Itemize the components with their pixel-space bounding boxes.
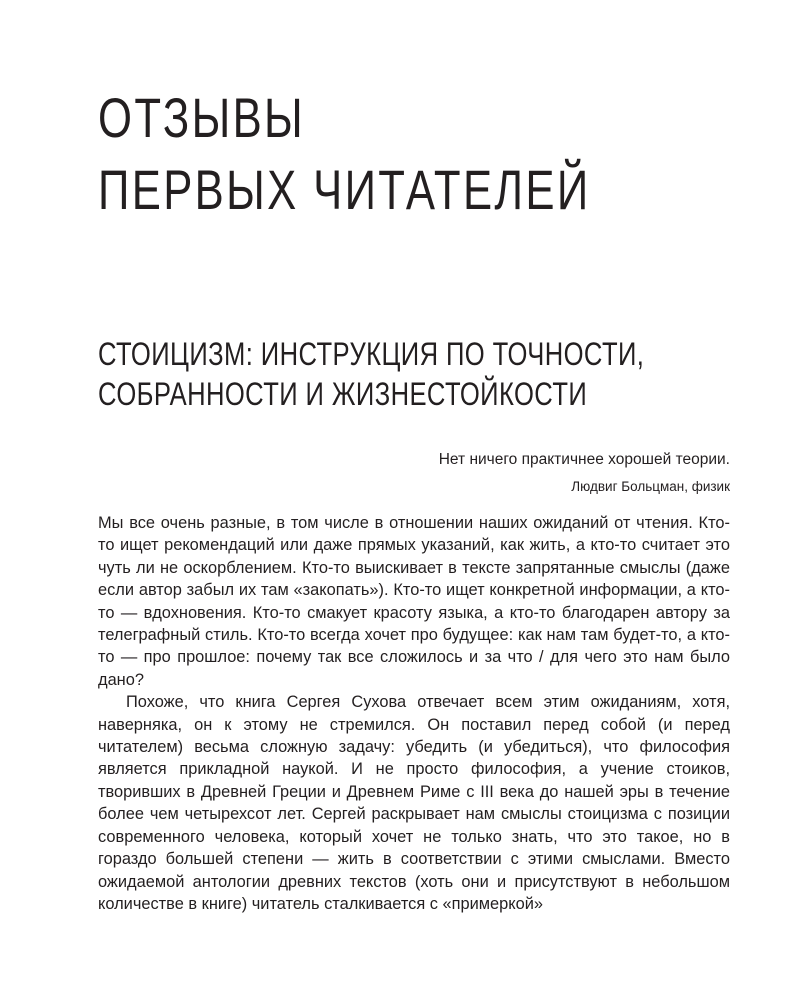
chapter-title-line-1: ОТЗЫВЫ [98, 86, 306, 149]
section-title [98, 334, 644, 414]
paragraph-2: Похоже, что книга Сергея Сухова отвечает всем этим ожиданиям, хотя, наверняка, он к этому не стремился. Он поставил перед собой (и перед читателем) весьма сложную задачу: убедить (и убедиться), что философия является прикладной наукой. И не просто философия, а учение стоиков, творивших в Древней Греции и Древнем Риме с III века до нашей эры в течение более чем четырехсот лет. Сергей раскрывает нам смыслы стоицизма с позиции современного человека, который хочет не только знать, что это такое, но в гораздо большей степени — жить в соответствии с этими смыслами. Вместо ожидаемой антологии древних текстов (хоть они и присутствуют в небольшом количестве в книге) читатель сталкивается с «примеркой» [98, 693, 730, 913]
section-title-line-2: СОБРАННОСТИ И ЖИЗНЕСТОЙКОСТИ [98, 376, 588, 412]
chapter-title-line-2: ПЕРВЫХ ЧИТАТЕЛЕЙ [98, 158, 591, 221]
paragraph-1: Мы все очень разные, в том числе в отношении наших ожиданий от чтения. Кто-то ищет рекомендаций или даже прямых указаний, как жить, а кто-то считает это чуть ли не оскорблением. Кто-то выискивает в тексте запрятанные смыслы (даже если автор забыл их там «закопать»). Кто-то ищет конкретной информации, а кто-то — вдохновения. Кто-то смакует красоту языка, а кто-то благодарен автору за телеграфный стиль. Кто-то всегда хочет про будущее: как нам там будет-то, а кто-то — про прошлое: почему так все сложилось и за что / для чего это нам было дано? [98, 514, 730, 689]
chapter-title [98, 82, 591, 226]
body-text [98, 512, 730, 915]
epigraph-quote: Нет ничего практичнее хорошей теории. [438, 451, 730, 468]
section-title-line-1: СТОИЦИЗМ: ИНСТРУКЦИЯ ПО ТОЧНОСТИ, [98, 336, 645, 372]
epigraph [439, 448, 730, 499]
epigraph-author: Людвиг Больцман, физик [571, 479, 730, 494]
